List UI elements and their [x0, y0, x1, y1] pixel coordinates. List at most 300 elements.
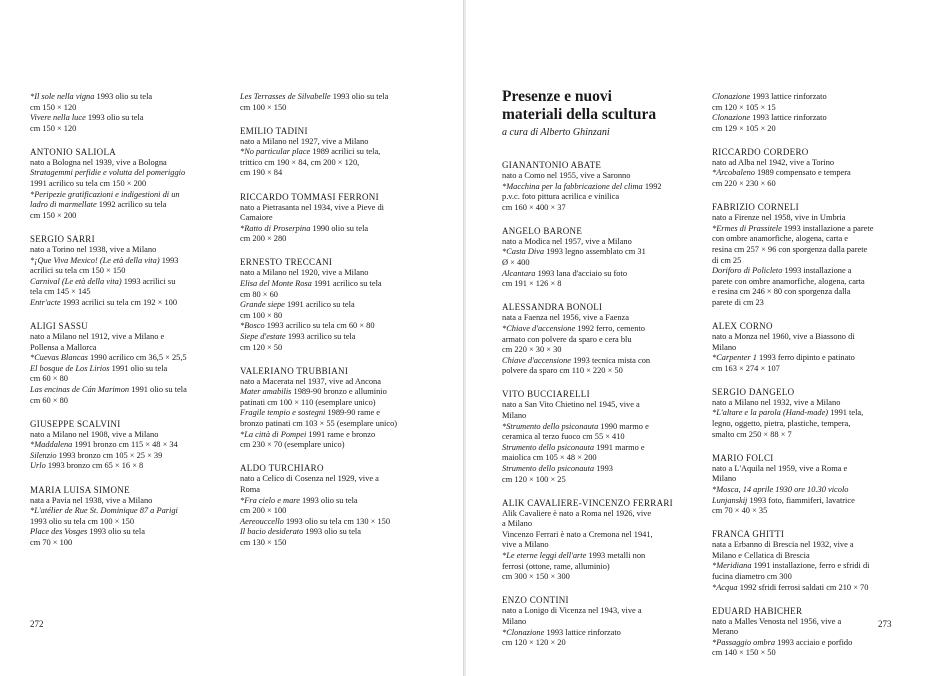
artwork-details: 1992 acrilico su tela	[96, 200, 167, 210]
catalogue-line	[502, 551, 698, 562]
artist-name: GIUSEPPE SCALVINI	[30, 418, 121, 429]
catalogue-line	[240, 279, 440, 290]
catalogue-line	[240, 290, 440, 301]
catalogue-text: legno, oggetto, pietra, plastiche, tempera,	[712, 419, 851, 429]
artist-name: SERGIO DANGELO	[712, 386, 795, 397]
catalogue-text: cm 120 × 105 × 15	[712, 102, 776, 112]
artwork-details: 1993 lattice rinforzato	[544, 627, 621, 637]
artwork-details: 1990 olio su tela	[310, 223, 369, 233]
artwork-title: El bosque de Los Lirios	[30, 363, 110, 373]
catalogue-line	[502, 313, 698, 324]
catalogue-line	[712, 474, 912, 485]
catalogue-line	[502, 540, 698, 551]
catalogue-text: nato a Como nel 1955, vive a Saronno	[502, 171, 631, 180]
artwork-details: 1991 marmo e	[594, 442, 645, 452]
artwork-details: 1993 acrilici su	[121, 276, 176, 286]
catalogue-line	[502, 400, 698, 411]
artwork-details: 1993 olio su tela cm 130 × 150	[283, 516, 391, 526]
catalogue-text: Milano	[502, 616, 527, 626]
catalogue-line	[30, 385, 230, 396]
artwork-title: Les Terrasses de Silvabelle	[240, 92, 331, 101]
catalogue-line	[240, 332, 440, 343]
artwork-title: Clonazione	[712, 92, 751, 101]
catalogue-line	[240, 92, 440, 103]
catalogue-text: cm 80 × 60	[240, 289, 278, 299]
artwork-title: *No particular place	[240, 147, 311, 157]
catalogue-line	[712, 256, 912, 267]
catalogue-text: bronzo patinati cm 103 × 55 (esemplare unico)	[240, 419, 398, 429]
catalogue-line	[712, 158, 912, 169]
artist-entry	[240, 463, 440, 548]
artwork-details: 1993 olio su tela	[330, 92, 389, 101]
catalogue-line	[30, 211, 230, 222]
artist-name: RICCARDO CORDERO	[712, 146, 809, 157]
artwork-title: *Acqua	[712, 582, 738, 592]
artwork-title: Lunjanskij	[712, 495, 748, 505]
artwork-title: Chiave d'accensione	[502, 355, 571, 365]
artist-entry	[712, 92, 912, 134]
catalogue-text: cm 230 × 70 (esemplare unico)	[240, 440, 345, 450]
catalogue-line	[240, 147, 440, 158]
catalogue-line	[712, 485, 912, 496]
artwork-title: *Cuevas Blancas	[30, 353, 88, 363]
artwork-details: 1993 tecnica mista con	[571, 355, 651, 365]
catalogue-line	[240, 300, 440, 311]
artwork-title: Elisa del Monte Rosa	[240, 279, 312, 289]
artwork-title: *Ratto di Proserpina	[240, 223, 311, 233]
artist-entry	[712, 321, 912, 374]
artwork-details: 1993 installazione a parete	[781, 223, 874, 233]
artist-entry	[502, 226, 698, 290]
artwork-title: *L'atélier de Rue St. Dominique 87 a Parigi	[30, 506, 178, 516]
left-page-column-1	[30, 92, 230, 561]
catalogue-text: nato a San Vito Chietino nel 1945, vive a	[502, 400, 640, 410]
catalogue-line	[30, 538, 230, 549]
artwork-title: *¡Que Viva Mexico! (Le età della vita)	[30, 255, 160, 265]
catalogue-text: cm 300 × 150 × 300	[502, 572, 570, 582]
artwork-details: 1993 foto, fiammiferi, lavatrice	[747, 495, 855, 505]
catalogue-text: smalto cm 250 × 88 × 7	[712, 429, 792, 439]
artwork-details: 1993 lattice rinforzato	[750, 113, 827, 123]
catalogue-line	[240, 419, 440, 430]
catalogue-line	[712, 506, 912, 517]
catalogue-line	[240, 234, 440, 245]
catalogue-text: cm 120 × 100 × 25	[502, 474, 566, 484]
artist-entry	[502, 389, 698, 485]
artist-name: FRANCA GHITTI	[712, 529, 785, 540]
catalogue-line	[240, 398, 440, 409]
catalogue-line	[712, 234, 912, 245]
catalogue-text: cm 150 × 200	[30, 210, 77, 220]
catalogue-text: nato ad Alba nel 1942, vive a Torino	[712, 157, 835, 167]
artwork-details: 1992 sfridi ferrosi saldati cm 210 × 70	[737, 582, 869, 592]
catalogue-line	[712, 419, 912, 430]
catalogue-line	[30, 200, 230, 211]
artwork-title: Doriforo di Policleto	[712, 266, 783, 276]
artist-name: ALESSANDRA BONOLI	[502, 302, 603, 313]
catalogue-line	[30, 92, 230, 103]
artist-entry	[502, 160, 698, 213]
catalogue-line	[502, 345, 698, 356]
catalogue-line	[240, 538, 440, 549]
artist-name: ENZO CONTINI	[502, 595, 569, 606]
catalogue-line	[502, 562, 698, 573]
catalogue-text: nata a Erbanno di Brescia nel 1932, vive a	[712, 540, 854, 550]
artwork-details: 1993 lattice rinforzato	[750, 92, 827, 101]
artwork-details: 1991 acrilico su tela	[284, 300, 355, 310]
catalogue-line	[30, 277, 230, 288]
section-title-line-1: Presenze e nuovi	[502, 88, 612, 105]
artist-entry	[240, 92, 440, 113]
catalogue-line	[502, 617, 698, 628]
catalogue-line	[30, 256, 230, 267]
artwork-title: Strumento dello psiconauta	[502, 442, 595, 452]
catalogue-line	[502, 509, 698, 520]
catalogue-line	[240, 311, 440, 322]
artwork-title: *La città di Pompei	[240, 429, 307, 439]
catalogue-line	[502, 171, 698, 182]
catalogue-text: Vincenzo Ferrari è nato a Cremona nel 1941,	[502, 529, 653, 539]
catalogue-line	[240, 408, 440, 419]
catalogue-line	[30, 506, 230, 517]
catalogue-text: Milano e Cellatica di Brescia	[712, 550, 810, 560]
catalogue-text: parete di cm 23	[712, 297, 764, 307]
catalogue-line	[502, 258, 698, 269]
catalogue-text: 1991 acrilico su tela cm 150 × 200	[30, 179, 147, 189]
artist-entry	[240, 126, 440, 179]
artwork-title: Fragile tempio e sostegni	[240, 408, 326, 418]
artist-name: GIANANTONIO ABATE	[502, 160, 602, 170]
catalogue-text: nato a Firenze nel 1958, vive in Umbria	[712, 213, 846, 223]
catalogue-line	[502, 269, 698, 280]
catalogue-line	[502, 475, 698, 486]
catalogue-line	[240, 137, 440, 148]
catalogue-text: Alik Cavaliere è nato a Roma nel 1926, vive	[502, 508, 652, 518]
catalogue-text: nato a Bologna nel 1939, vive a Bologna	[30, 157, 167, 167]
catalogue-line	[502, 192, 698, 203]
artwork-title: *Il sole nella vigna	[30, 92, 95, 101]
catalogue-text: nato a Malles Venosta nel 1956, vive a	[712, 616, 842, 626]
artist-entry	[712, 606, 912, 659]
artwork-details: 1993 olio su tela	[94, 92, 153, 101]
artwork-title: *Arcobaleno	[712, 168, 755, 178]
artwork-details: 1993 bronzo cm 65 × 16 × 8	[45, 461, 144, 471]
catalogue-line	[712, 298, 912, 309]
catalogue-line	[712, 408, 912, 419]
catalogue-line	[502, 606, 698, 617]
catalogue-line	[502, 572, 698, 583]
catalogue-line	[30, 396, 230, 407]
catalogue-line	[240, 343, 440, 354]
catalogue-line	[30, 179, 230, 190]
artwork-title: *Mosca, 14 aprile 1930 ore 10.30 vicolo	[712, 484, 849, 494]
catalogue-text: ferrosi (ottone, rame, alluminio)	[502, 561, 610, 571]
artist-entry	[502, 302, 698, 377]
catalogue-line	[30, 298, 230, 309]
artist-entry	[712, 147, 912, 190]
catalogue-line	[240, 430, 440, 441]
artwork-details: 1992	[642, 181, 662, 191]
catalogue-line	[30, 353, 230, 364]
artwork-title: *Carpenter 1	[712, 353, 757, 363]
artist-entry	[502, 595, 698, 648]
artwork-title: *Peripezie gratificazioni e indigestioni di un	[30, 189, 180, 199]
artwork-details: 1991 tela,	[828, 408, 864, 418]
catalogue-line	[712, 648, 912, 659]
catalogue-text: cm 70 × 100	[30, 537, 73, 547]
artwork-details: 1993 lana d'acciaio su foto	[535, 268, 628, 278]
artist-name: ERNESTO TRECCANI	[240, 257, 333, 268]
catalogue-line	[502, 519, 698, 530]
artwork-details: 1993 acrilici su tela cm 192 × 100	[60, 297, 178, 307]
catalogue-text: nato a Monza nel 1960, vive a Biassono di	[712, 332, 855, 341]
artwork-title: *Chiave d'accensione	[502, 323, 576, 333]
artist-entry	[712, 202, 912, 308]
catalogue-text: cm 70 × 40 × 35	[712, 506, 768, 516]
artwork-title: Place des Vosges	[30, 527, 88, 537]
catalogue-line	[712, 287, 912, 298]
catalogue-line	[30, 158, 230, 169]
catalogue-line	[30, 113, 230, 124]
catalogue-line	[30, 364, 230, 375]
artwork-details: 1993	[594, 463, 613, 473]
artwork-title: Grande siepe	[240, 300, 285, 310]
artwork-title: Stratagemmi perfidie e volutta del pomeriggio	[30, 168, 186, 178]
catalogue-text: cm 100 × 150	[240, 102, 287, 112]
artwork-title: *Clonazione	[502, 627, 545, 637]
catalogue-line	[502, 324, 698, 335]
catalogue-text: cm 120 × 50	[240, 342, 283, 352]
catalogue-text: parete con ombre anamorfiche, alogena, carta	[712, 276, 865, 286]
catalogue-text: p.v.c. foto pittura acrilica e vinilica	[502, 192, 620, 202]
catalogue-line	[502, 443, 698, 454]
catalogue-text: tela cm 145 × 145	[30, 287, 91, 297]
catalogue-line	[240, 474, 440, 485]
catalogue-text: cm 140 × 150 × 50	[712, 648, 776, 658]
right-page	[466, 0, 930, 676]
artist-entry	[240, 257, 440, 353]
catalogue-line	[30, 124, 230, 135]
catalogue-line	[502, 422, 698, 433]
catalogue-line	[712, 332, 912, 343]
catalogue-text: nato a Modica nel 1957, vive a Milano	[502, 236, 632, 246]
artwork-details: 1991 acrilico su tela	[311, 279, 382, 289]
catalogue-line	[502, 279, 698, 290]
catalogue-line	[30, 190, 230, 201]
catalogue-line	[30, 496, 230, 507]
artwork-title: *Ermes di Prassitele	[712, 223, 782, 233]
artwork-title: Aereouccello	[240, 516, 284, 526]
catalogue-line	[502, 247, 698, 258]
catalogue-text: cm 220 × 30 × 30	[502, 345, 562, 355]
artwork-title: ladro di marmellate	[30, 200, 97, 210]
catalogue-line	[712, 638, 912, 649]
artwork-details: 1992 ferro, cemento	[575, 323, 645, 333]
artwork-title: Entr'acte	[30, 297, 61, 307]
artwork-title: Silenzio	[30, 450, 57, 460]
catalogue-line	[30, 461, 230, 472]
catalogue-line	[240, 440, 440, 451]
artwork-title: *Le eterne leggi dell'arte	[502, 551, 587, 561]
artwork-details: 1993 olio su tela	[303, 527, 361, 537]
artwork-details: 1991 installazione, ferro e sfridi di	[751, 561, 870, 571]
catalogue-line	[712, 168, 912, 179]
artwork-details: 1993 metalli non	[586, 551, 646, 561]
artist-name: VITO BUCCIARELLI	[502, 389, 590, 400]
catalogue-line	[712, 551, 912, 562]
catalogue-text: maiolica cm 105 × 48 × 200	[502, 453, 597, 463]
catalogue-line	[30, 430, 230, 441]
catalogue-line	[712, 430, 912, 441]
artwork-details: 1993 olio su tela	[299, 495, 358, 505]
artist-entry	[712, 387, 912, 440]
catalogue-line	[712, 224, 912, 235]
artist-name: EMILIO TADINI	[240, 125, 308, 136]
artist-name: RICCARDO TOMMASI FERRONI	[240, 191, 379, 202]
catalogue-text: cm 150 × 120	[30, 102, 77, 112]
catalogue-line	[502, 366, 698, 377]
catalogue-text: cm 163 × 274 × 107	[712, 363, 780, 373]
catalogue-text: cm 130 × 150	[240, 537, 287, 547]
catalogue-line	[240, 203, 440, 214]
catalogue-line	[502, 432, 698, 443]
artist-entry	[30, 234, 230, 309]
catalogue-line	[502, 638, 698, 649]
catalogue-text: cm 190 × 84	[240, 168, 283, 178]
catalogue-text: resina cm 257 × 96 con sporgenza dalla parete	[712, 244, 868, 254]
artwork-title: Siepe d'estate	[240, 332, 286, 341]
catalogue-line	[30, 451, 230, 462]
artist-name: MARIA LUISA SIMONE	[30, 484, 130, 495]
artwork-details: 1993 ferro dipinto e patinato	[756, 353, 855, 363]
catalogue-line	[30, 266, 230, 277]
artist-entry	[30, 485, 230, 549]
catalogue-line	[240, 168, 440, 179]
page-number-left: 272	[30, 619, 44, 629]
section-title	[502, 88, 702, 124]
catalogue-line	[502, 530, 698, 541]
right-page-column-1	[502, 160, 698, 661]
catalogue-line	[502, 335, 698, 346]
catalogue-text: fucina diametro cm 300	[712, 572, 792, 581]
catalogue-line	[712, 583, 912, 594]
artist-name: ALIK CAVALIERE-VINCENZO FERRARI	[502, 497, 673, 508]
artist-name: ALEX CORNO	[712, 321, 773, 331]
artwork-title: Las encinas de Cán Marimon	[30, 384, 130, 394]
artist-entry	[240, 192, 440, 245]
left-page	[0, 0, 464, 676]
catalogue-line	[712, 561, 912, 572]
catalogue-line	[712, 353, 912, 364]
artwork-title: Strumento dello psiconauta	[502, 463, 595, 473]
catalogue-text: cm 150 × 120	[30, 123, 77, 133]
catalogue-text: acrilici su tela cm 150 × 150	[30, 266, 126, 276]
catalogue-line	[240, 377, 440, 388]
catalogue-text: 1993 olio su tela cm 100 × 150	[30, 516, 135, 526]
artwork-details: 1993 acrilico su tela cm 60 × 80	[264, 321, 375, 331]
catalogue-text: cm 60 × 80	[30, 395, 68, 405]
catalogue-text: nata a Pavia nel 1938, vive a Milano	[30, 495, 153, 505]
catalogue-line	[240, 387, 440, 398]
catalogue-text: cm 120 × 120 × 20	[502, 638, 566, 648]
catalogue-line	[30, 287, 230, 298]
catalogue-line	[240, 321, 440, 332]
artwork-title: Mater amabilis	[240, 387, 292, 397]
artwork-details: 1991 bronzo cm 115 × 48 × 34	[72, 440, 178, 450]
artwork-details: 1993 olio su tela	[85, 113, 144, 123]
catalogue-text: Milano	[502, 411, 527, 420]
catalogue-text: e resina cm 246 × 80 con sporgenza dalla	[712, 287, 851, 297]
catalogue-text: Pollensa a Mallorca	[30, 342, 97, 352]
artwork-title: Urlo	[30, 461, 46, 471]
catalogue-text: cm 200 × 100	[240, 506, 287, 516]
artwork-details: 1993 bronzo cm 105 × 25 × 39	[56, 450, 163, 460]
catalogue-line	[240, 268, 440, 279]
artwork-details: 1993 legno assemblato cm 31	[544, 247, 646, 257]
catalogue-text: cm 220 × 230 × 60	[712, 179, 776, 189]
catalogue-line	[712, 113, 912, 124]
catalogue-line	[240, 527, 440, 538]
catalogue-line	[240, 496, 440, 507]
catalogue-text: cm 60 × 80	[30, 374, 68, 384]
catalogue-text: nato a Milano nel 1908, vive a Milano	[30, 429, 159, 439]
artwork-title: Vivere nella luce	[30, 113, 86, 123]
artist-name: VALERIANO TRUBBIANI	[240, 365, 349, 376]
catalogue-line	[712, 496, 912, 507]
artist-entry	[30, 92, 230, 134]
artwork-details: 1991 olio su tela	[129, 384, 187, 394]
artwork-details: 1993	[159, 255, 179, 265]
catalogue-line	[502, 628, 698, 639]
catalogue-text: cm 100 × 80	[240, 310, 283, 320]
artist-entry	[502, 498, 698, 583]
catalogue-text: con ombre anamorfiche, alogena, carta e	[712, 234, 849, 244]
catalogue-text: trittico cm 190 × 84, cm 200 × 120,	[240, 157, 360, 167]
artwork-details: 1989 acrilici su tela,	[310, 147, 381, 157]
catalogue-text: patinati cm 100 × 110 (esemplare unico)	[240, 397, 376, 407]
catalogue-text: Ø × 400	[502, 258, 530, 268]
artwork-details: 1989-90 rame e	[325, 408, 381, 418]
artwork-title: *Meridiana	[712, 561, 752, 571]
artist-entry	[30, 321, 230, 406]
catalogue-line	[30, 440, 230, 451]
catalogue-text: nato a Milano nel 1927, vive a Milano	[240, 136, 369, 146]
catalogue-text: Camaiore	[240, 213, 273, 223]
catalogue-text: di cm 25	[712, 255, 742, 265]
catalogue-text: Merano	[712, 627, 739, 637]
artwork-details: 1990 acrilico cm 36,5 × 25,5	[87, 353, 187, 363]
artwork-title: *Casta Diva	[502, 247, 545, 257]
catalogue-text: nato a Lonigo di Vicenza nel 1943, vive a	[502, 606, 642, 616]
catalogue-line	[240, 485, 440, 496]
catalogue-line	[30, 332, 230, 343]
catalogue-text: cm 200 × 280	[240, 234, 287, 244]
catalogue-line	[30, 103, 230, 114]
artwork-details: 1991 olio su tela	[109, 363, 168, 373]
catalogue-line	[502, 453, 698, 464]
catalogue-text: cm 160 × 400 × 37	[502, 202, 566, 212]
catalogue-text: a Milano	[502, 519, 533, 529]
artwork-title: *L'altare e la parola (Hand-made)	[712, 408, 829, 418]
artist-name: ANGELO BARONE	[502, 225, 583, 236]
catalogue-text: Milano	[712, 474, 737, 484]
section-title-line-2: materiali della scultura	[502, 106, 657, 123]
artwork-title: *Strumento dello psiconauta	[502, 421, 599, 431]
catalogue-line	[30, 343, 230, 354]
catalogue-line	[712, 124, 912, 135]
catalogue-line	[712, 343, 912, 354]
artist-entry	[30, 419, 230, 472]
